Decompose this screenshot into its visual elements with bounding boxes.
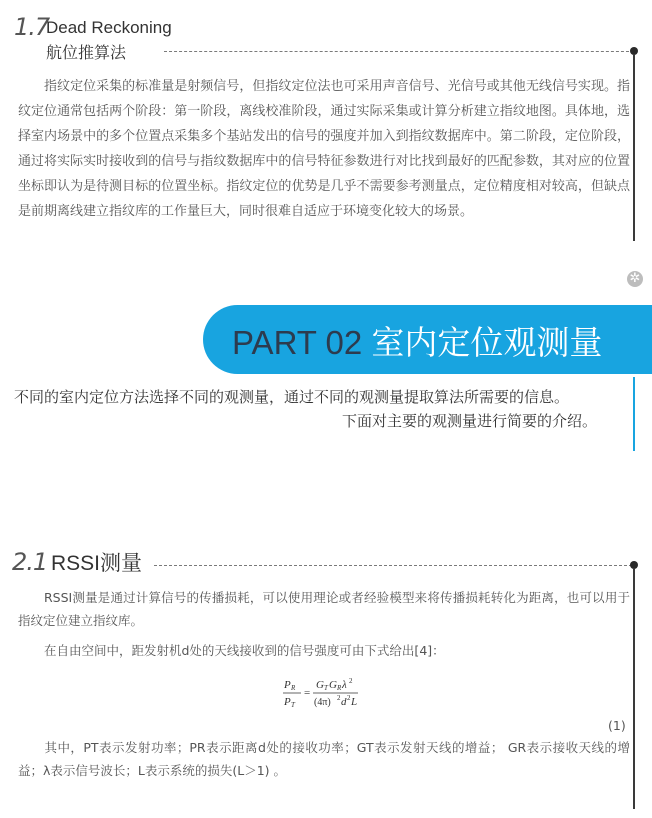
- formula-rhs-g2-sub: R: [337, 684, 342, 692]
- intro-line-1: 不同的室内定位方法选择不同的观测量，通过不同的观测量提取算法所需要的信息。: [14, 388, 570, 406]
- section-title: RSSI测量: [51, 552, 143, 575]
- formula-rhs-lambda: λ: [342, 679, 347, 691]
- section-number: 1.7: [14, 13, 50, 41]
- formula-rhs-4pi-exp: 2: [337, 694, 341, 702]
- formula-lhs-num: P: [284, 679, 291, 691]
- title-dashed-divider: [164, 51, 634, 52]
- formula-lhs-num-sub: R: [291, 684, 296, 692]
- formula-equals: =: [304, 687, 311, 699]
- title-dashed-divider: [154, 565, 632, 566]
- banner-part-label: PART 02: [232, 324, 363, 361]
- gear-icon: ✲: [627, 271, 643, 287]
- equation-number: (1): [608, 718, 626, 733]
- formula-rhs-4pi: (4π): [314, 697, 331, 708]
- formula-lhs-den-sub: T: [291, 701, 295, 709]
- friis-formula: [282, 676, 382, 710]
- paragraph-free-space: [18, 639, 630, 662]
- formula-rhs-g1-sub: T: [324, 684, 328, 692]
- formula-rhs-d-exp: 2: [347, 694, 351, 702]
- paragraph-text: 指纹定位采集的标准量是射频信号，但指纹定位法也可采用声音信号、光信号或其他无线信号实现。指纹定位通常包括两个阶段：第一阶段，离线校准阶段，通过实际采集或计算分析建立指纹地图。具体地，选择室内场景中的多个位置点采集多个基站发出的信号的强度并加入到指纹数据库中。第二阶段，定位阶段，通过将实际实时接收到的信号与指纹数据库中的信号特征参数进行对比找到最好的匹配参数，其对应的位置坐标即认为是待测目标的位置坐标。指纹定位的优势是几乎不需要参考测量点，定位精度相对较高，但缺点是前期离线建立指纹库的工作量巨大，同时很难自适应于环境变化较大的场景。: [18, 79, 630, 219]
- paragraph-fingerprint: [18, 74, 630, 224]
- intro-line-2: 下面对主要的观测量进行简要的介绍。: [342, 412, 598, 430]
- formula-rhs-l: L: [351, 696, 358, 708]
- banner-vertical-rule: [633, 377, 635, 451]
- banner-heading: [232, 317, 602, 364]
- vertical-rule: [633, 55, 635, 241]
- paragraph-text: RSSI测量是通过计算信号的传播损耗，可以使用理论或者经验模型来将传播损耗转化为距离，也可以用于指纹定位建立指纹库。: [18, 590, 630, 628]
- paragraph-text: 在自由空间中，距发射机d处的天线接收到的信号强度可由下式给出[4]：: [44, 643, 445, 658]
- formula-rhs-g1: G: [316, 679, 324, 691]
- divider-dot: [630, 561, 638, 569]
- formula-lhs-den: P: [284, 696, 291, 708]
- section-title-en: Dead Reckoning: [46, 18, 172, 37]
- formula-rhs-lambda-exp: 2: [349, 677, 353, 685]
- formula-rhs-g2: G: [329, 679, 337, 691]
- formula-rhs-d: d: [341, 696, 347, 708]
- section-title-zh: 航位推算法: [46, 43, 127, 62]
- paragraph-text: 其中，PT表示发射功率；PR表示距离d处的接收功率；GT表示发射天线的增益； GR表示接收天线的增益；λ表示信号波长；L表示系统的损失(L＞1) 。: [18, 740, 630, 778]
- divider-dot: [630, 47, 638, 55]
- paragraph-rssi: [18, 586, 630, 632]
- banner-title: 室内定位观测量: [371, 324, 603, 361]
- section-number: 2.1: [12, 548, 48, 576]
- vertical-rule: [633, 569, 635, 809]
- paragraph-variables: [18, 736, 630, 782]
